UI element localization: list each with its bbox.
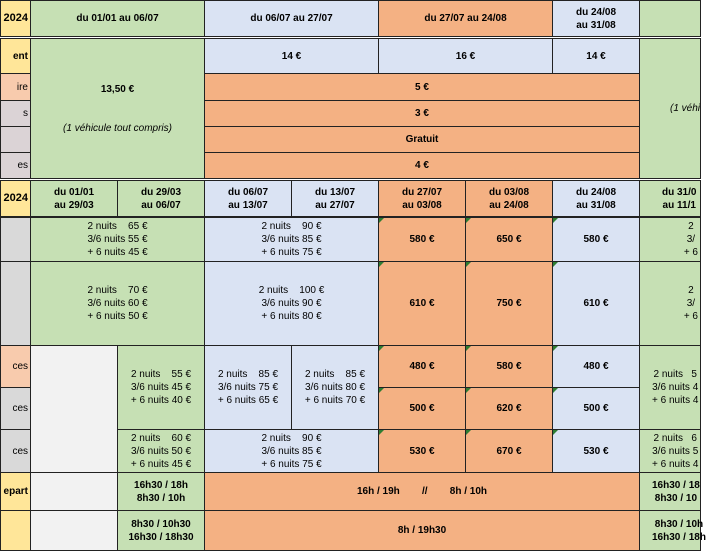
- extra-price-1: 5 €: [204, 73, 640, 101]
- row-label-rental-1: [0, 217, 31, 262]
- rental-1-mid: 2 nuits 90 € 3/6 nuits 85 € + 6 nuits 75 €: [204, 217, 379, 262]
- rental-5-b: 2 nuits 60 € 3/6 nuits 50 € + 6 nuits 45 €: [117, 429, 205, 473]
- period-header-1: du 01/01 au 06/07: [30, 0, 205, 37]
- rental-2-right: 2 3/ + 6: [639, 261, 701, 346]
- rental-4-p-f: 620 €: [465, 387, 553, 430]
- camping-price-p4: 14 €: [552, 38, 640, 74]
- period-header-2: du 06/07 au 27/07: [204, 0, 379, 37]
- depart-hours-mid: 16h / 19h // 8h / 10h: [204, 472, 640, 511]
- rental-2-low: 2 nuits 70 € 3/6 nuits 60 € + 6 nuits 50 €: [30, 261, 205, 346]
- row-label-extra-4: es: [0, 152, 31, 179]
- period-d: du 13/07 au 27/07: [291, 180, 379, 217]
- period-header-5: [639, 0, 701, 37]
- period-h: du 31/0 au 11/1: [639, 180, 701, 217]
- period-a: du 01/01 au 29/03: [30, 180, 118, 217]
- rental-4-p-e: 500 €: [378, 387, 466, 430]
- row-label-depart: epart: [0, 472, 31, 511]
- opening-hours-low: 8h30 / 10h30 16h30 / 18h30: [117, 510, 205, 551]
- row-label-rental-4: ces: [0, 387, 31, 430]
- camping-price-p2: 14 €: [204, 38, 379, 74]
- rental-1-p-f: 650 €: [465, 217, 553, 262]
- rental-3-d: 2 nuits 85 € 3/6 nuits 80 € + 6 nuits 70 €: [291, 345, 379, 430]
- extra-price-4: 4 €: [204, 152, 640, 179]
- opening-hours-right: 8h30 / 10h 16h30 / 18h: [639, 510, 701, 551]
- period-header-3: du 27/07 au 24/08: [378, 0, 553, 37]
- row-label-extra-2: s: [0, 100, 31, 127]
- rental-4-p-g: 500 €: [552, 387, 640, 430]
- rental-1-right: 2 3/ + 6: [639, 217, 701, 262]
- period-f: du 03/08 au 24/08: [465, 180, 553, 217]
- row-label-rental-2: [0, 261, 31, 346]
- rental-3-p-g: 480 €: [552, 345, 640, 388]
- rental-5-p-e: 530 €: [378, 429, 466, 473]
- rental-3-p-f: 580 €: [465, 345, 553, 388]
- hours-closed-cell: [30, 472, 118, 511]
- extra-price-2: 3 €: [204, 100, 640, 127]
- row-label-extra-1: ire: [0, 73, 31, 101]
- rental-1-p-g: 580 €: [552, 217, 640, 262]
- rental-3-b: 2 nuits 55 € 3/6 nuits 45 € + 6 nuits 40 €: [117, 345, 205, 430]
- rental-5-right: 2 nuits 6 3/6 nuits 5 + 6 nuits 4: [639, 429, 701, 473]
- period-b: du 29/03 au 06/07: [117, 180, 205, 217]
- row-label-extra-3: [0, 126, 31, 153]
- depart-hours-right: 16h30 / 18 8h30 / 10: [639, 472, 701, 511]
- camping-low-note: (1 véhicule tout compris): [63, 122, 172, 134]
- rental-1-low: 2 nuits 65 € 3/6 nuits 55 € + 6 nuits 45 €: [30, 217, 205, 262]
- extra-price-3: Gratuit: [204, 126, 640, 153]
- rental-3-p-e: 480 €: [378, 345, 466, 388]
- rental-5-p-g: 530 €: [552, 429, 640, 473]
- depart-hours-low: 16h30 / 18h 8h30 / 10h: [117, 472, 205, 511]
- rental-5-cd: 2 nuits 90 € 3/6 nuits 85 € + 6 nuits 75 €: [204, 429, 379, 473]
- opening-hours-mid: 8h / 19h30: [204, 510, 640, 551]
- row-label-rental-3: ces: [0, 345, 31, 388]
- rental-2-mid: 2 nuits 100 € 3/6 nuits 90 € + 6 nuits 80 €: [204, 261, 379, 346]
- rental-2-p-f: 750 €: [465, 261, 553, 346]
- period-g: du 24/08 au 31/08: [552, 180, 640, 217]
- row-label-emplacement: ent: [0, 38, 31, 74]
- rental-3-c: 2 nuits 85 € 3/6 nuits 75 € + 6 nuits 65 €: [204, 345, 292, 430]
- camping-right-season: (1 véhi: [639, 38, 701, 179]
- rental-2-p-e: 610 €: [378, 261, 466, 346]
- row-label-rental-5: ces: [0, 429, 31, 473]
- row-label-opening: [0, 510, 31, 551]
- rental-1-p-e: 580 €: [378, 217, 466, 262]
- opening-closed-cell: [30, 510, 118, 551]
- period-header-4: du 24/08 au 31/08: [552, 0, 640, 37]
- rental-2-p-g: 610 €: [552, 261, 640, 346]
- rental-3-right: 2 nuits 5 3/6 nuits 4 + 6 nuits 4: [639, 345, 701, 430]
- camping-low-price: 13,50 €: [100, 83, 135, 95]
- rental-5-p-f: 670 €: [465, 429, 553, 473]
- period-c: du 06/07 au 13/07: [204, 180, 292, 217]
- year-header: 2024: [0, 0, 31, 37]
- camping-price-p3: 16 €: [378, 38, 553, 74]
- camping-low-season: [30, 38, 205, 179]
- year-header-2: 2024: [0, 180, 31, 217]
- period-e: du 27/07 au 03/08: [378, 180, 466, 217]
- rental-closed-cell: [30, 345, 118, 473]
